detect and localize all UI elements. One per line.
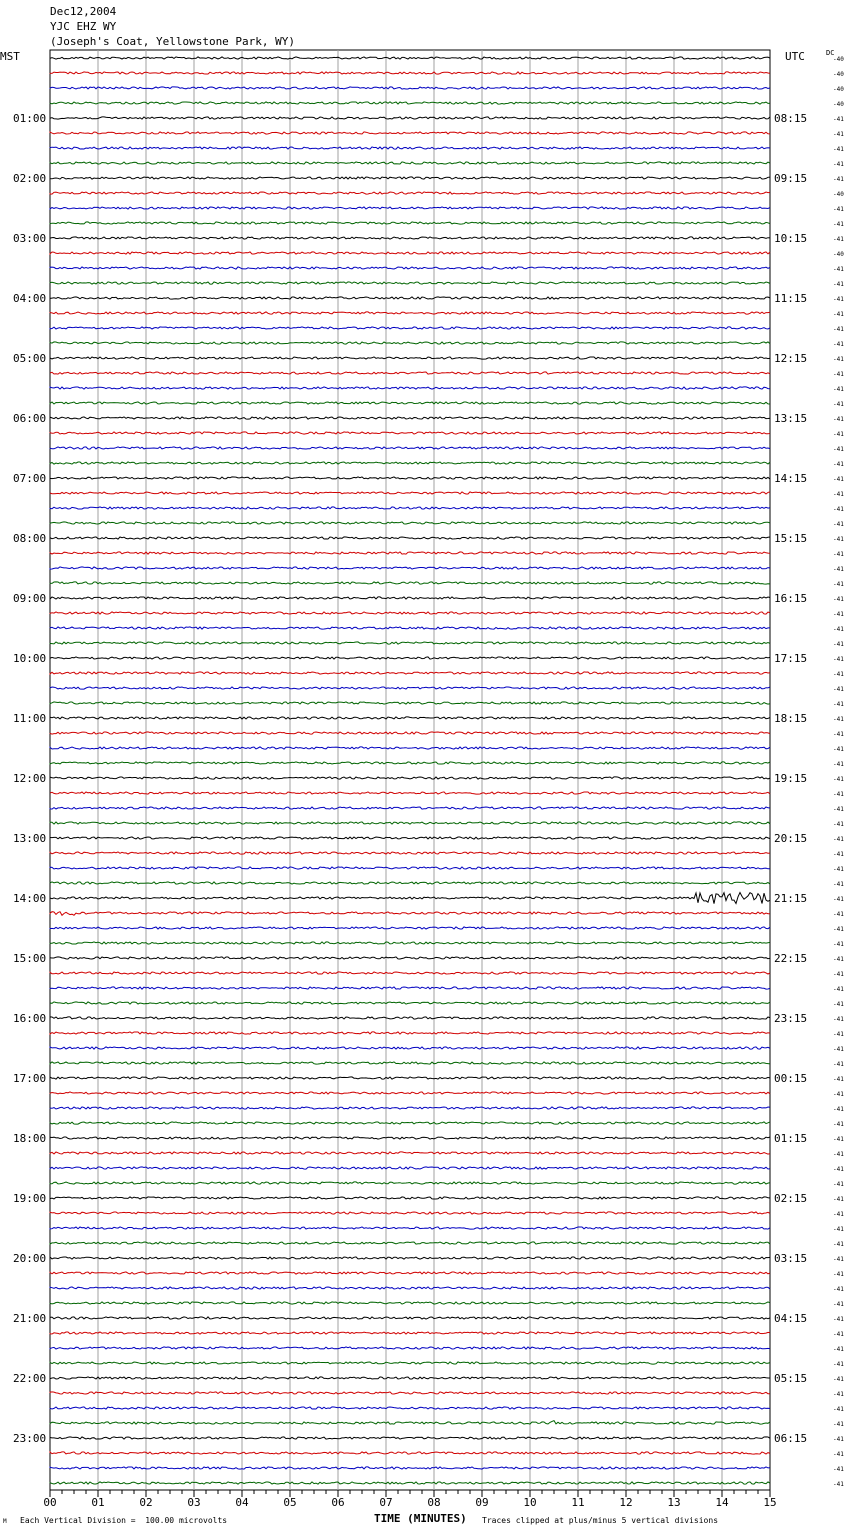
seismic-trace [50,342,770,344]
dc-offset-label: -41 [833,866,844,873]
dc-offset-label: -41 [833,1196,844,1203]
seismic-trace [50,522,770,524]
hour-label-mst: 13:00 [13,832,47,845]
dc-offset-label: -41 [833,1151,844,1158]
hour-label-utc: 18:15 [774,712,808,725]
seismic-trace [50,1197,770,1199]
hour-label-utc: 05:15 [774,1372,808,1385]
hour-label-utc: 20:15 [774,832,808,845]
hour-label-utc: 01:15 [774,1132,808,1145]
hour-label-utc: 14:15 [774,472,808,485]
hour-label-utc: 17:15 [774,652,808,665]
seismic-trace [50,567,770,569]
dc-offset-label: -41 [833,566,844,573]
hour-label-mst: 03:00 [13,232,47,245]
dc-offset-label: -41 [833,1136,844,1143]
hour-label-mst: 06:00 [13,412,47,425]
seismic-trace [50,1347,770,1349]
seismic-trace [50,87,770,89]
dc-offset-label: -41 [833,671,844,678]
seismic-trace [50,927,770,929]
dc-offset-label: -41 [833,506,844,513]
x-axis-label: TIME (MINUTES) [374,1512,467,1525]
seismic-trace [50,597,770,599]
seismic-trace [50,1212,770,1214]
dc-offset-label: -41 [833,1421,844,1428]
hour-label-utc: 00:15 [774,1072,808,1085]
x-tick-label: 06 [331,1496,345,1509]
dc-offset-label: -41 [833,1256,844,1263]
dc-offset-label: -41 [833,461,844,468]
seismic-trace [50,1107,770,1109]
seismic-trace [50,1137,770,1139]
hour-label-mst: 02:00 [13,172,47,185]
x-tick-label: 08 [427,1496,441,1509]
seismic-trace [50,1167,770,1169]
dc-offset-label: -41 [833,431,844,438]
hour-label-mst: 22:00 [13,1372,47,1385]
seismic-trace [50,1421,770,1425]
seismic-trace [50,282,770,284]
dc-offset-label: -41 [833,521,844,528]
hour-label-utc: 04:15 [774,1312,808,1325]
hour-label-mst: 05:00 [13,352,47,365]
dc-offset-label: -41 [833,701,844,708]
seismic-trace [50,912,770,916]
dc-offset-label: -40 [833,251,844,258]
dc-offset-label: -41 [833,416,844,423]
dc-offset-label: -41 [833,731,844,738]
seismic-trace [50,1032,770,1034]
dc-offset-label: -41 [833,926,844,933]
dc-offset-label: -41 [833,596,844,603]
dc-offset-label: -41 [833,941,844,948]
dc-offset-label: -41 [833,1061,844,1068]
hour-label-mst: 18:00 [13,1132,47,1145]
seismic-trace [50,777,770,779]
seismic-trace [50,447,770,449]
x-tick-label: 00 [43,1496,57,1509]
seismic-trace [50,1377,770,1379]
hour-label-mst: 11:00 [13,712,47,725]
seismic-trace [50,957,770,959]
hour-label-mst: 04:00 [13,292,47,305]
seismic-trace [50,1467,770,1469]
dc-offset-label: -41 [833,221,844,228]
dc-offset-label: -41 [833,641,844,648]
hour-label-mst: 08:00 [13,532,47,545]
hour-label-utc: 16:15 [774,592,808,605]
dc-offset-label: -41 [833,1436,844,1443]
dc-offset-label: -41 [833,986,844,993]
dc-offset-label: -41 [833,551,844,558]
dc-offset-label: -41 [833,161,844,168]
dc-offset-label: -41 [833,1301,844,1308]
seismic-trace [50,717,770,719]
seismic-trace [50,1077,770,1079]
hour-label-mst: 09:00 [13,592,47,605]
dc-offset-label: -41 [833,1226,844,1233]
seismic-trace [50,1362,770,1364]
dc-offset-label: -41 [833,1121,844,1128]
seismic-trace [50,1122,770,1124]
seismic-trace [50,312,770,314]
hour-label-mst: 12:00 [13,772,47,785]
x-tick-label: 13 [667,1496,681,1509]
seismic-trace [50,762,770,764]
hour-label-mst: 17:00 [13,1072,47,1085]
dc-offset-label: -41 [833,371,844,378]
seismic-trace [50,357,770,359]
dc-offset-label: -41 [833,356,844,363]
seismic-trace [50,732,770,734]
seismic-trace [50,792,770,794]
dc-offset-label: -41 [833,1376,844,1383]
seismic-trace [50,807,770,809]
dc-offset-label: -41 [833,1181,844,1188]
seismic-trace [50,1047,770,1049]
dc-offset-label: -41 [833,1091,844,1098]
dc-offset-label: -41 [833,536,844,543]
chart-location: (Joseph's Coat, Yellowstone Park, WY) [50,35,296,48]
seismic-trace [50,972,770,974]
x-tick-label: 10 [523,1496,537,1509]
hour-label-utc: 06:15 [774,1432,808,1445]
hour-label-utc: 08:15 [774,112,808,125]
hour-label-mst: 23:00 [13,1432,47,1445]
hour-label-utc: 02:15 [774,1192,808,1205]
dc-offset-label: -41 [833,176,844,183]
dc-offset-label: -41 [833,1271,844,1278]
dc-offset-label: -41 [833,131,844,138]
seismic-trace [50,552,770,554]
hour-label-mst: 07:00 [13,472,47,485]
seismic-trace [50,147,770,149]
hour-label-utc: 19:15 [774,772,808,785]
dc-offset-label: -41 [833,1031,844,1038]
dc-offset-label: -41 [833,116,844,123]
dc-offset-label: -41 [833,1016,844,1023]
seismic-trace [50,1302,770,1304]
seismic-trace [50,822,770,824]
dc-offset-label: -41 [833,206,844,213]
dc-offset-label: -41 [833,1406,844,1413]
dc-offset-label: -41 [833,296,844,303]
dc-offset-label: -41 [833,581,844,588]
dc-offset-label: -40 [833,86,844,93]
x-tick-label: 02 [139,1496,153,1509]
seismic-trace [50,747,770,749]
hour-label-mst: 16:00 [13,1012,47,1025]
dc-offset-label: -41 [833,1451,844,1458]
seismic-trace [50,1407,770,1409]
seismic-trace [50,192,770,194]
x-tick-label: 05 [283,1496,297,1509]
seismic-trace [50,1002,770,1004]
dc-offset-label: -41 [833,1211,844,1218]
hour-label-mst: 21:00 [13,1312,47,1325]
seismic-trace [50,252,770,254]
seismic-trace [50,893,770,904]
seismic-trace [50,1182,770,1184]
dc-offset-label: -41 [833,896,844,903]
dc-offset-label: -41 [833,446,844,453]
hour-label-mst: 10:00 [13,652,47,665]
seismic-trace [50,642,770,644]
seismic-trace [50,102,770,104]
dc-offset-label: -41 [833,656,844,663]
seismic-trace [50,1392,770,1394]
hour-label-utc: 22:15 [774,952,808,965]
x-tick-label: 14 [715,1496,729,1509]
seismic-trace [50,207,770,209]
seismic-trace [50,1017,770,1019]
seismic-trace [50,852,770,854]
dc-offset-label: -41 [833,1481,844,1488]
x-tick-label: 07 [379,1496,393,1509]
dc-offset-label: -41 [833,761,844,768]
seismic-trace [50,417,770,419]
seismic-trace [50,942,770,944]
seismic-trace [50,627,770,629]
seismic-trace [50,387,770,389]
seismic-trace [50,57,770,59]
dc-offset-label: -41 [833,956,844,963]
chart-station: YJC EHZ WY [50,20,117,33]
hour-label-utc: 09:15 [774,172,808,185]
dc-offset-label: -41 [833,491,844,498]
dc-offset-label: -41 [833,851,844,858]
seismic-trace [50,1317,770,1319]
seismic-trace [50,1287,770,1289]
dc-offset-label: -41 [833,836,844,843]
seismic-trace [50,132,770,134]
dc-label: DC [826,49,835,57]
seismic-trace [50,372,770,374]
seismic-trace [50,1482,770,1484]
hour-label-utc: 13:15 [774,412,808,425]
dc-offset-label: -41 [833,1391,844,1398]
scale-note: Each Vertical Division = 100.00 microvolts [20,1516,228,1525]
seismic-trace [50,267,770,269]
hour-label-utc: 21:15 [774,892,808,905]
x-tick-label: 01 [91,1496,105,1509]
x-tick-label: 15 [763,1496,777,1509]
corner-mark: M [3,1518,7,1525]
hour-label-mst: 15:00 [13,952,47,965]
dc-offset-label: -41 [833,686,844,693]
dc-offset-label: -41 [833,1166,844,1173]
hour-label-mst: 14:00 [13,892,47,905]
seismic-trace [50,882,770,884]
seismic-trace [50,987,770,989]
seismic-trace [50,867,770,869]
hour-label-mst: 19:00 [13,1192,47,1205]
dc-offset-label: -41 [833,746,844,753]
hour-label-mst: 20:00 [13,1252,47,1265]
right-axis-label: UTC [785,50,805,63]
seismic-trace [50,702,770,704]
dc-offset-label: -41 [833,1361,844,1368]
seismic-trace [50,1062,770,1064]
seismic-trace [50,1272,770,1274]
seismic-trace [50,837,770,839]
dc-offset-label: -41 [833,1286,844,1293]
seismic-trace [50,1242,770,1244]
seismic-trace [50,1452,770,1454]
seismic-trace [50,582,770,584]
dc-offset-label: -41 [833,1001,844,1008]
seismic-trace [50,612,770,614]
seismic-trace [50,177,770,179]
dc-offset-label: -41 [833,386,844,393]
seismic-trace [50,537,770,539]
dc-offset-label: -41 [833,476,844,483]
dc-offset-label: -41 [833,806,844,813]
x-tick-label: 09 [475,1496,489,1509]
dc-offset-label: -41 [833,881,844,888]
seismic-trace [50,687,770,689]
seismic-trace [50,402,770,404]
seismic-trace [50,327,770,329]
dc-offset-label: -41 [833,611,844,618]
dc-offset-label: -41 [833,236,844,243]
dc-offset-label: -41 [833,326,844,333]
dc-offset-label: -41 [833,1046,844,1053]
seismic-trace [50,222,770,224]
hour-label-utc: 10:15 [774,232,808,245]
dc-offset-label: -41 [833,1076,844,1083]
seismic-trace [50,117,770,119]
chart-date: Dec12,2004 [50,5,117,18]
dc-offset-label: -41 [833,266,844,273]
dc-offset-label: -41 [833,911,844,918]
left-axis-label: MST [0,50,20,63]
x-tick-label: 11 [571,1496,585,1509]
seismic-trace [50,507,770,509]
dc-offset-label: -41 [833,1331,844,1338]
seismic-trace [50,492,770,494]
dc-offset-label: -41 [833,401,844,408]
x-tick-label: 12 [619,1496,633,1509]
dc-offset-label: -41 [833,281,844,288]
hour-label-utc: 15:15 [774,532,808,545]
dc-offset-label: -41 [833,1316,844,1323]
x-tick-label: 03 [187,1496,201,1509]
seismic-trace [50,1437,770,1439]
seismic-trace [50,1092,770,1094]
dc-offset-label: -40 [833,191,844,198]
seismic-trace [50,1332,770,1334]
seismic-trace [50,237,770,239]
seismic-trace [50,432,770,434]
dc-offset-label: -41 [833,1466,844,1473]
seismic-trace [50,1152,770,1154]
clip-note: Traces clipped at plus/minus 5 vertical divisions [482,1516,719,1525]
seismic-trace [50,162,770,164]
dc-offset-label: -41 [833,1346,844,1353]
seismic-trace [50,657,770,659]
hour-label-utc: 03:15 [774,1252,808,1265]
seismic-trace [50,1257,770,1259]
dc-offset-label: -40 [833,71,844,78]
dc-offset-label: -41 [833,716,844,723]
hour-label-mst: 01:00 [13,112,47,125]
dc-offset-label: -41 [833,776,844,783]
dc-offset-label: -41 [833,971,844,978]
dc-offset-label: -40 [833,101,844,108]
seismic-trace [50,672,770,674]
dc-offset-label: -40 [833,56,844,63]
hour-label-utc: 12:15 [774,352,808,365]
hour-label-utc: 23:15 [774,1012,808,1025]
dc-offset-label: -41 [833,791,844,798]
dc-offset-label: -41 [833,311,844,318]
dc-offset-label: -41 [833,1241,844,1248]
seismic-trace [50,297,770,299]
dc-offset-label: -41 [833,1106,844,1113]
dc-offset-label: -41 [833,341,844,348]
seismic-trace [50,72,770,74]
hour-label-utc: 11:15 [774,292,808,305]
dc-offset-label: -41 [833,821,844,828]
seismic-trace [50,477,770,479]
seismic-trace [50,1227,770,1229]
dc-offset-label: -41 [833,626,844,633]
x-tick-label: 04 [235,1496,249,1509]
seismic-trace [50,462,770,464]
dc-offset-label: -41 [833,146,844,153]
